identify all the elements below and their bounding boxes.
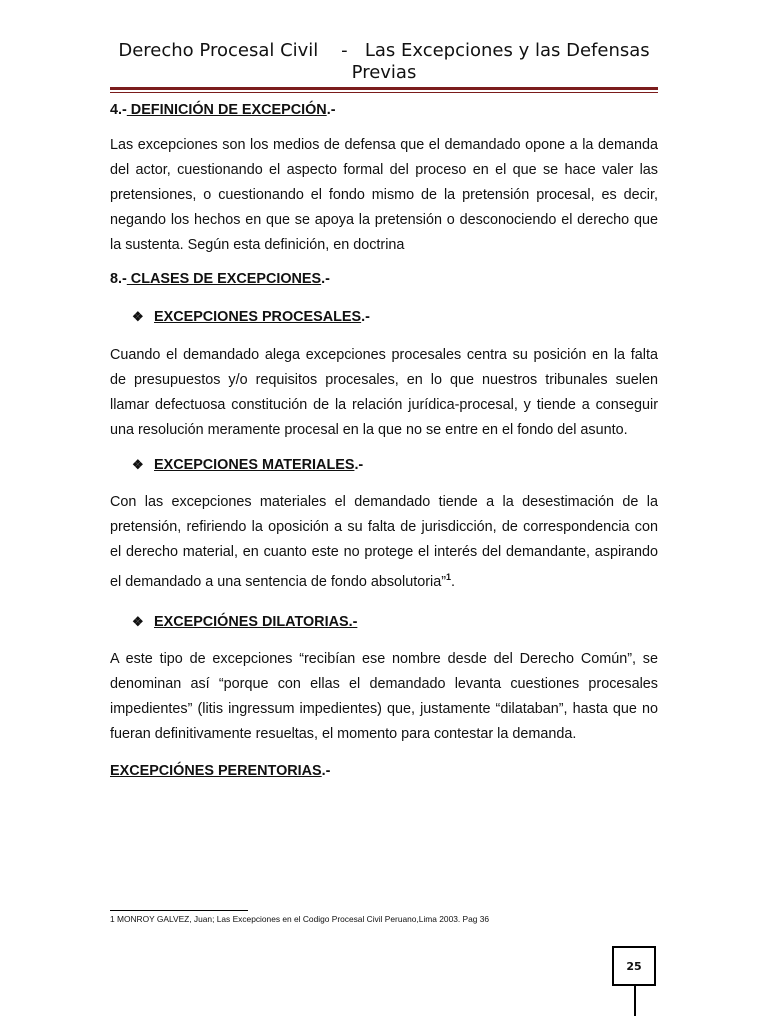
materiales-suffix: .- [354, 457, 364, 473]
procesales-suffix: .- [361, 309, 370, 325]
section-heading-perentorias [110, 761, 658, 781]
document-body [110, 100, 658, 781]
subheading-dilatorias [110, 612, 658, 632]
footnote-text: 1 MONROY GALVEZ, Juan; Las Excepciones en el Codigo Procesal Civil Peruano,Lima 2003. Pag 36 [110, 914, 490, 924]
classes-title: CLASES DE EXCEPCIONES [126, 271, 322, 287]
definition-title: DEFINICIÓN DE EXCEPCIÓN [126, 102, 327, 118]
footnote-separator [110, 910, 248, 911]
page-number: 25 [626, 959, 642, 973]
procesales-paragraph: Cuando el demandado alega excepciones procesales centra su posición en la falta de presupuestos y/o requisitos procesales, en lo que nuestros tribunales suelen llamar defectuosa constitución de la relación jurídica-procesal, y tiende a conseguir una resolución meramente procesal en la que no se entre en el fondo del asunto. [110, 347, 658, 438]
header-rule-thin [110, 92, 658, 93]
section-heading-classes [110, 269, 658, 289]
diamond-bullet-icon: ❖ [132, 457, 144, 472]
header-line-2: Previas [351, 62, 417, 83]
materiales-paragraph [110, 490, 658, 595]
subheading-procesales [110, 307, 658, 327]
page-number-box [612, 946, 656, 986]
materiales-end: . [451, 573, 456, 590]
definition-suffix: .- [326, 102, 336, 118]
classes-suffix: .- [321, 271, 330, 287]
perentorias-suffix: .- [321, 762, 331, 779]
definition-paragraph: Las excepciones son los medios de defensa que el demandado opone a la demanda del actor, cuestionando el aspecto formal del proceso en el que se hace valer las pretensiones, o cuestionando el fondo mismo de la pretensión procesal, es decir, negando los hechos en que se apoya la pretensión o desconociendo el derecho que la sustenta. Según esta definición, en doctrina [110, 137, 658, 253]
page-header [110, 40, 658, 84]
dilatorias-title: EXCEPCIÓNES DILATORIAS.- [154, 613, 358, 630]
section-heading-definition [110, 100, 658, 120]
perentorias-title: EXCEPCIÓNES PERENTORIAS [110, 762, 322, 779]
header-rule-thick [110, 87, 658, 90]
materiales-title: EXCEPCIONES MATERIALES [154, 457, 355, 473]
classes-number: 8.- [110, 271, 127, 287]
header-line-1: Derecho Procesal Civil - Las Excepciones y las Defensas [118, 40, 650, 61]
definition-number: 4.- [110, 102, 127, 118]
diamond-bullet-icon: ❖ [132, 309, 144, 324]
page-number-line [634, 986, 636, 1016]
footnote-reference: 1 [446, 572, 452, 582]
dilatorias-paragraph: A este tipo de excepciones “recibían ese nombre desde del Derecho Común”, se denominan así “porque con ellas el demandado levanta cuestiones procesales impedientes” (litis ingressum impedientes) que, justamente “dilataban”, hasta que no fueran definitivamente resueltas, el momento para contestar la demanda. [110, 650, 658, 742]
materiales-text: Con las excepciones materiales el demandado tiende a la desestimación de la pretensión, refiriendo la oposición a su falta de jurisdicción, de correspondencia con el derecho material, en cuanto este no protege el interés del demandante, aspirando el demandado a una sentencia de fondo absolutoria” [110, 494, 658, 590]
subheading-materiales [110, 455, 658, 475]
diamond-bullet-icon: ❖ [132, 613, 144, 629]
procesales-title: EXCEPCIONES PROCESALES [154, 309, 362, 325]
